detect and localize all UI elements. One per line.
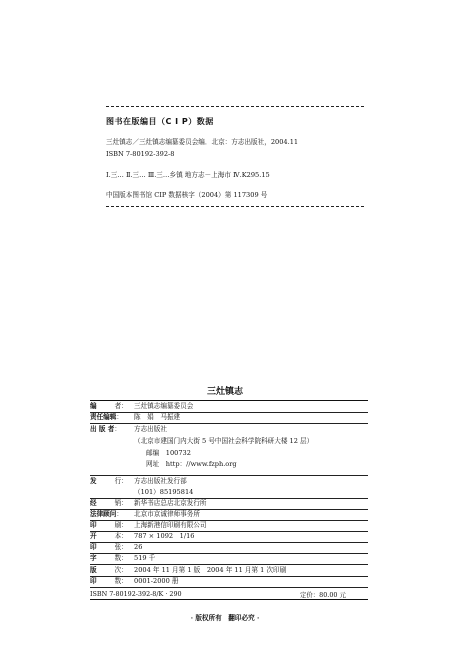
colophon-value-distribution-phone: （101）85195814 [134, 488, 194, 496]
colophon-label-seller: 经 销： [90, 499, 128, 507]
colophon-rule-3 [90, 423, 368, 424]
colophon-value-publisher-website: 网址 http：//www.fzph.org [146, 460, 237, 468]
cip-line-2: ISBN 7-80192-392-8 [106, 150, 175, 158]
colophon-value-distribution: 方志出版社发行部 [134, 477, 187, 485]
colophon-top-rule [90, 400, 368, 401]
colophon-rule-5 [90, 498, 368, 499]
colophon-rule-6 [90, 509, 368, 510]
colophon-rule-8 [90, 531, 368, 532]
colophon-value-legal: 北京市京诚律师事务所 [134, 510, 200, 518]
colophon-rule-11 [90, 564, 368, 565]
colophon-rule-2 [90, 412, 368, 413]
colophon-value-sheets: 26 [134, 543, 143, 551]
colophon-label-legal: 法律顾问： [90, 510, 123, 518]
colophon-label-format: 开 本： [90, 532, 128, 540]
colophon-value-format: 787 × 1092 1/16 [134, 532, 195, 540]
colophon-rule-10 [90, 553, 368, 554]
colophon-label-editor: 编 者： [90, 402, 128, 410]
colophon-value-printer: 上海新港信印刷有限公司 [134, 521, 207, 529]
price: 定价：80.00 元 [300, 591, 346, 599]
rights-notice: · 版权所有 翻印必究 · [190, 614, 260, 622]
colophon-label-edition: 版 次： [90, 566, 128, 574]
colophon-rule-4 [90, 475, 368, 476]
colophon-value-editor: 三灶镇志编纂委员会 [134, 402, 194, 410]
colophon-label-printcount: 印 数： [90, 577, 128, 585]
colophon-rule-12 [90, 576, 368, 577]
cip-bottom-rule [106, 206, 364, 207]
colophon-value-seller: 新华书店总店北京发行所 [134, 499, 207, 507]
colophon-label-responsible-editor: 责任编辑： [90, 413, 123, 421]
colophon-value-publisher-postcode: 邮编 100732 [146, 449, 191, 457]
colophon-label-distribution: 发 行： [90, 477, 128, 485]
colophon-value-wordcount: 519 千 [134, 554, 156, 562]
colophon-value-printcount: 0001-2000 册 [134, 577, 179, 585]
cip-line-3: Ⅰ.三… Ⅱ.三… Ⅲ.三…乡镇 地方志－上海市 Ⅳ.K295.15 [106, 171, 270, 179]
colophon-value-publisher-name: 方志出版社 [134, 425, 167, 433]
isbn-full: ISBN 7-80192-392-8/K · 290 [90, 590, 182, 598]
book-title: 三灶镇志 [206, 387, 243, 397]
cip-line-4: 中国版本图书馆 CIP 数据核字（2004）第 117309 号 [106, 191, 268, 199]
cip-top-rule [106, 106, 364, 107]
colophon-rule-7 [90, 520, 368, 521]
colophon-rule-9 [90, 542, 368, 543]
colophon-value-edition: 2004 年 11 月第 1 版 2004 年 11 月第 1 次印刷 [134, 566, 287, 574]
colophon-label-wordcount: 字 数： [90, 554, 128, 562]
colophon-rule-13 [90, 587, 368, 588]
cip-line-1: 三灶镇志／三灶镇志编纂委员会编．北京：方志出版社，2004.11 [106, 138, 299, 146]
colophon-label-sheets: 印 张： [90, 543, 128, 551]
cip-heading: 图书在版编目（C I P）数据 [106, 117, 214, 126]
colophon-bottom-rule [90, 599, 368, 600]
colophon-value-publisher-address: （北京市建国门内大街 5 号中国社会科学院科研大楼 12 层） [134, 437, 314, 445]
colophon-value-responsible-editor: 陈 娟 马振建 [134, 413, 181, 421]
colophon-label-publisher: 出 版 者： [90, 425, 121, 433]
colophon-label-printer: 印 刷： [90, 521, 128, 529]
